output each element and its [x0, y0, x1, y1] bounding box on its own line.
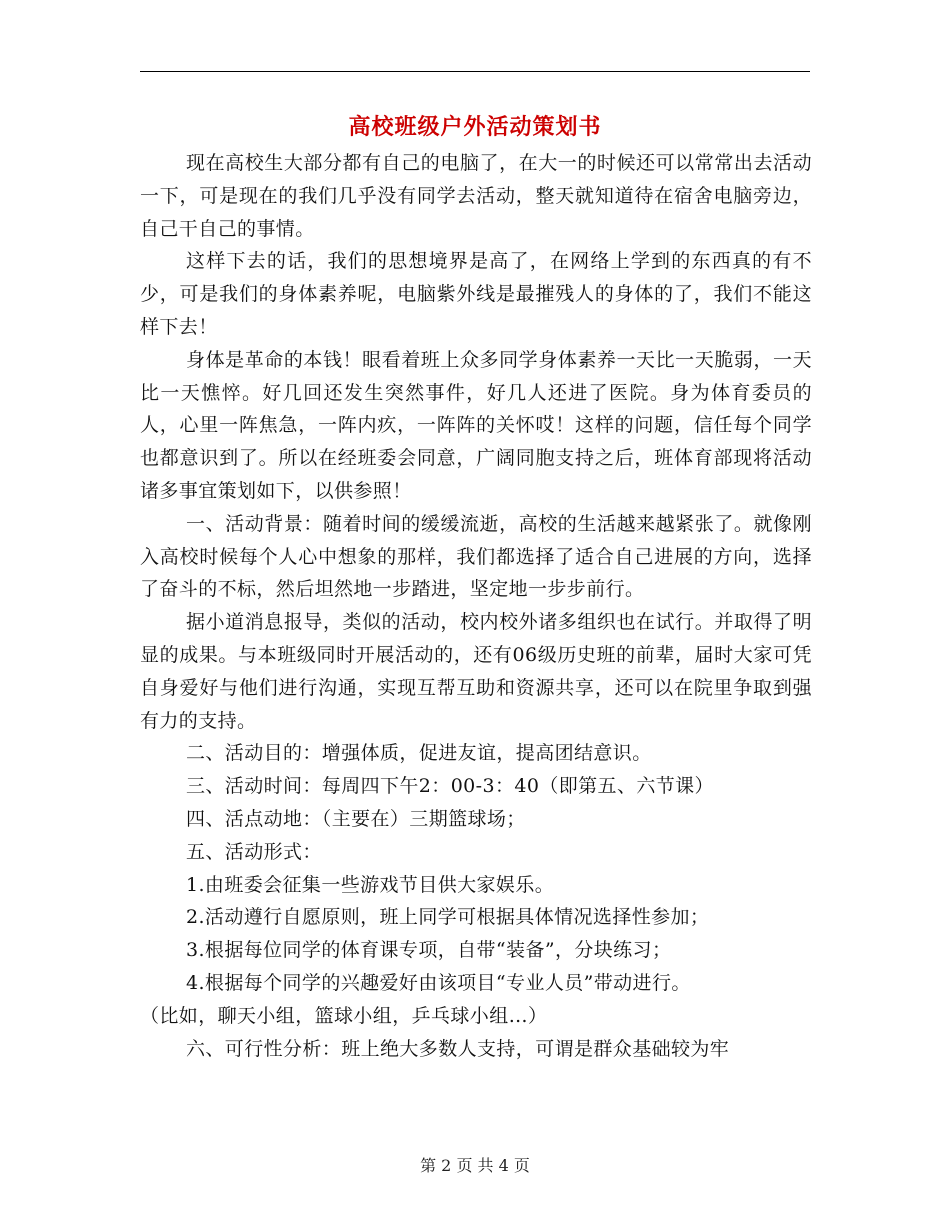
list-item-4-example: （比如，聊天小组，篮球小组，乒乓球小组…）: [140, 1004, 548, 1027]
paragraph-time: 三、活动时间：每周四下午2：00-3：40（即第五、六节课）: [186, 775, 714, 798]
list-item-3: 3.根据每位同学的体育课专项，自带“装备”，分块练习；: [186, 939, 672, 962]
page-footer: 第 2 页 共 4 页: [420, 1156, 530, 1175]
list-item-4: 4.根据每个同学的兴趣爱好由该项目“专业人员”带动进行。: [186, 971, 691, 994]
document-body: [140, 147, 812, 1065]
paragraph-concern: 这样下去的话，我们的思想境界是高了，在网络上学到的东西真的有不少，可是我们的身体素养呢，电脑紫外线是最摧残人的身体的了，我们不能这样下去！: [140, 250, 812, 338]
document-title: 高校班级户外活动策划书: [348, 114, 602, 140]
paragraph-intro: 现在高校生大部分都有自己的电脑了，在大一的时候还可以常常出去活动一下，可是现在的我们几乎没有同学去活动，整天就知道待在宿舍电脑旁边，自己干自己的事情。: [140, 152, 812, 240]
paragraph-health: 身体是革命的本钱！眼看着班上众多同学身体素养一天比一天脆弱，一天比一天憔悴。好几回还发生突然事件，好几人还进了医院。身为体育委员的人，心里一阵焦急，一阵内疚，一阵阵的关怀哎！这样的问题，信任每个同学也都意识到了。所以在经班委会同意，广阔同胞支持之后，班体育部现将活动诸多事宜策划如下，以供参照！: [140, 348, 812, 502]
list-item-1: 1.由班委会征集一些游戏节目供大家娱乐。: [186, 873, 555, 896]
paragraph-purpose: 二、活动目的：增强体质，促进友谊，提高团结意识。: [186, 742, 652, 765]
paragraph-reports: 据小道消息报导，类似的活动，校内校外诸多组织也在试行。并取得了明显的成果。与本班级同时开展活动的，还有06级历史班的前辈，届时大家可凭自身爱好与他们进行沟通，实现互帮互助和资源共享，还可以在院里争取到强有力的支持。: [140, 611, 812, 732]
paragraph-feasibility: 六、可行性分析：班上绝大多数人支持，可谓是群众基础较为牢: [186, 1037, 730, 1060]
paragraph-background: 一、活动背景：随着时间的缓缓流逝，高校的生活越来越紧张了。就像刚入高校时候每个人心中想象的那样，我们都选择了适合自己进展的方向，选择了奋斗的不标，然后坦然地一步踏进，坚定地一步步前行。: [140, 512, 812, 601]
list-item-2: 2.活动遵行自愿原则，班上同学可根据具体情况选择性参加；: [186, 906, 710, 929]
header-rule: [140, 71, 810, 72]
paragraph-location: 四、活点动地：（主要在）三期篮球场；: [186, 807, 526, 830]
paragraph-format-heading: 五、活动形式：: [186, 840, 322, 863]
